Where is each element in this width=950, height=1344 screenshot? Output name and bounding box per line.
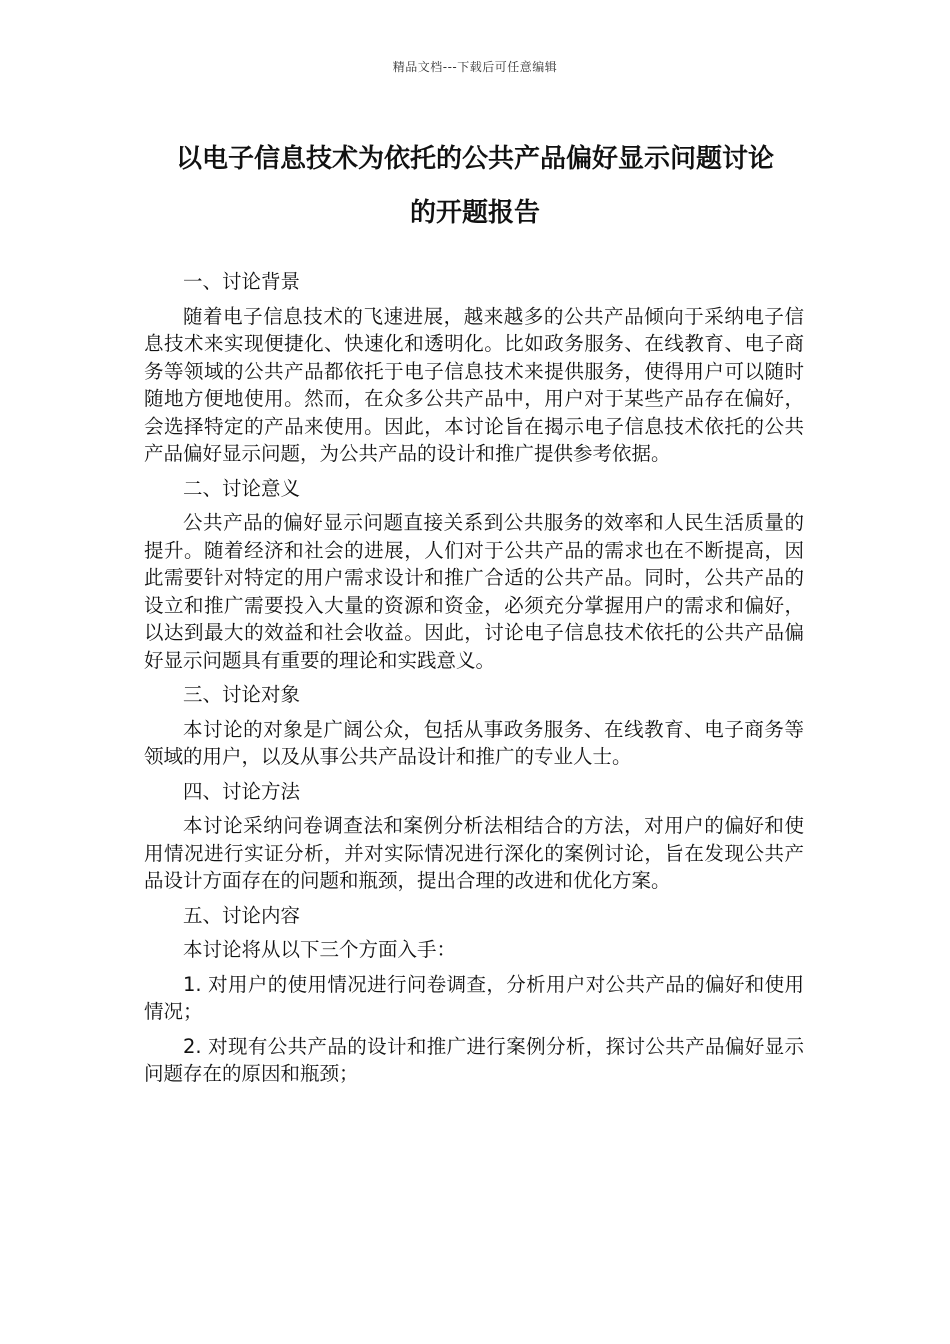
header-note: 精品文档---下载后可任意编辑	[392, 60, 558, 74]
section-heading-background: 一、讨论背景	[183, 270, 301, 293]
section-heading-content: 五、讨论内容	[183, 903, 301, 927]
section-body-methods: 本讨论采纳问卷调查法和案例分析法相结合的方法，对用户的偏好和使用情况进行实证分析，并对实际情况进行深化的案例讨论，旨在发现公共产品设计方面存在的问题和瓶颈，提出合理的改进和优化方案。	[144, 814, 804, 892]
section-content-item-1: 1. 对用户的使用情况进行问卷调查，分析用户对公共产品的偏好和使用情况；	[144, 972, 804, 1023]
document-body	[144, 268, 804, 1095]
title-line-1: 以电子信息技术为依托的公共产品偏好显示问题讨论	[175, 144, 774, 174]
section-content-item-2: 2. 对现有公共产品的设计和推广进行案例分析，探讨公共产品偏好显示问题存在的原因和瓶颈；	[144, 1034, 804, 1085]
section-heading-methods: 四、讨论方法	[183, 779, 301, 803]
section-heading-significance: 二、讨论意义	[183, 476, 301, 500]
section-body-subjects: 本讨论的对象是广阔公众，包括从事政务服务、在线教育、电子商务等领域的用户，以及从事公共产品设计和推广的专业人士。	[144, 717, 804, 768]
section-heading-subjects: 三、讨论对象	[183, 683, 301, 706]
document-title	[120, 132, 830, 240]
title-line-2: 的开题报告	[409, 198, 540, 228]
section-body-background: 随着电子信息技术的飞速进展，越来越多的公共产品倾向于采纳电子信息技术来实现便捷化、快速化和透明化。比如政务服务、在线教育、电子商务等领域的公共产品都依托于电子信息技术来提供服务，使得用户可以随时随地方便地使用。然而，在众多公共产品中，用户对于某些产品存在偏好，会选择特定的产品来使用。因此，本讨论旨在揭示电子信息技术依托的公共产品偏好显示问题，为公共产品的设计和推广提供参考依据。	[144, 304, 804, 465]
section-content-intro: 本讨论将从以下三个方面入手：	[183, 938, 457, 961]
section-body-significance: 公共产品的偏好显示问题直接关系到公共服务的效率和人民生活质量的提升。随着经济和社会的进展，人们对于公共产品的需求也在不断提高，因此需要针对特定的用户需求设计和推广合适的公共产品。同时，公共产品的设立和推广需要投入大量的资源和资金，必须充分掌握用户的需求和偏好，以达到最大的效益和社会收益。因此，讨论电子信息技术依托的公共产品偏好显示问题具有重要的理论和实践意义。	[144, 511, 804, 672]
